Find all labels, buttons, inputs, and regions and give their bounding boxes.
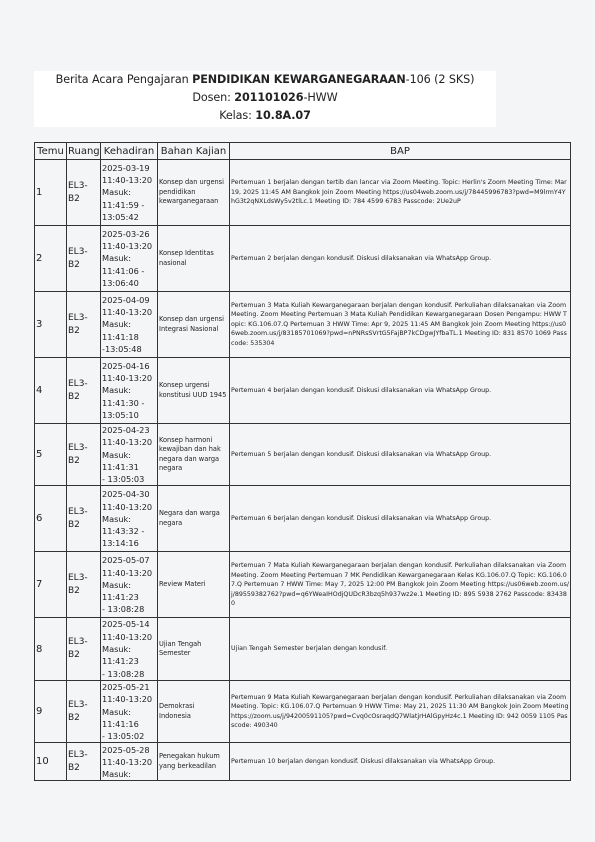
table-row [35, 743, 571, 781]
table-row [35, 292, 571, 358]
attendance-date: 2025-03-26 [102, 228, 150, 239]
row-room: EL3-B2 [67, 424, 101, 486]
row-number: 7 [35, 552, 67, 618]
row-bap: Ujian Tengah Semester berjalan dengan kondusif. [230, 618, 571, 680]
title-line [34, 71, 496, 89]
col-header-kehadiran: Kehadiran [101, 143, 158, 160]
attendance-date: 2025-05-28 [102, 744, 150, 755]
row-bap: Pertemuan 4 berjalan dengan kondusif. Diskusi dilaksanakan via WhatsApp Group. [230, 358, 571, 424]
attendance-range: - 13:05:03 [102, 474, 145, 485]
attendance-date: 2025-05-21 [102, 681, 150, 692]
row-bap: Pertemuan 3 Mata Kuliah Kewarganegaraan berjalan dengan kondusif. Perkuliahan dilaksanakan via Zoom Meeting. Zoom Meeting Pertemuan 3 Mata Kuliah Pendidikan Kewarganegaraan Dosen Pengampu: HWW Topic: KG.106.07.Q Pertemuan 3 HWW Time: Apr 9, 2025 11:45 AM Bangkok Join Zoom Meeting https://us06web.zoom.us/j/83185701069?pwd=nPNRsSVrtG5FajBP7kCDgwJYfbaTL.1 Meeting ID: 831 8570 1069 Passcode: 535304 [230, 292, 571, 358]
row-bap: Pertemuan 10 berjalan dengan kondusif. Diskusi dilaksanakan via WhatsApp Group. [230, 743, 571, 781]
row-attendance [101, 424, 158, 486]
row-attendance [101, 226, 158, 292]
row-room: EL3-B2 [67, 292, 101, 358]
row-bap: Pertemuan 1 berjalan dengan tertib dan lancar via Zoom Meeting. Topic: Herlin's Zoom Meeting Time: Mar 19, 2025 11:45 AM Bangkok Join Zoom Meeting https://us04web.zoom.us/j/78445996783?pwd=M9lrmY4YhG3t2qNXLdsWy5v2tlLc.1 Meeting ID: 784 4599 6783 Passcode: 2Ue2uP [230, 160, 571, 226]
dosen-suffix: -HWW [303, 91, 338, 104]
attendance-masuk: Masuk: [102, 253, 132, 264]
row-number: 10 [35, 743, 67, 781]
table-row [35, 226, 571, 292]
bap-table [34, 142, 571, 781]
row-topic: Konsep dan urgensi Integrasi Nasional [158, 292, 230, 358]
table-row [35, 486, 571, 552]
row-attendance [101, 680, 158, 742]
row-number: 8 [35, 618, 67, 680]
row-number: 2 [35, 226, 67, 292]
row-topic: Konsep harmoni kewajiban dan hak negara dan warga negara [158, 424, 230, 486]
kelas-value: 10.8A.07 [255, 109, 311, 122]
attendance-range: - 13:05:02 [102, 731, 145, 742]
row-number: 5 [35, 424, 67, 486]
col-header-bahan: Bahan Kajian [158, 143, 230, 160]
table-row [35, 552, 571, 618]
attendance-range: 11:41:30 - 13:05:10 [102, 397, 145, 420]
row-bap: Pertemuan 5 berjalan dengan kondusif. Diskusi dilaksanakan via WhatsApp Group. [230, 424, 571, 486]
dosen-code: 201101026 [234, 91, 304, 104]
attendance-range: - 13:08:28 [102, 668, 145, 679]
attendance-masuk: Masuk: 11:41:23 [102, 644, 139, 667]
row-room: EL3-B2 [67, 358, 101, 424]
row-number: 3 [35, 292, 67, 358]
row-topic: Konsep Identitas nasional [158, 226, 230, 292]
attendance-date: 2025-04-23 [102, 425, 150, 435]
attendance-range: - 13:08:28 [102, 604, 145, 615]
attendance-date: 2025-03-19 [102, 162, 150, 173]
row-topic: Ujian Tengah Semester [158, 618, 230, 680]
row-attendance [101, 292, 158, 358]
row-room: EL3-B2 [67, 552, 101, 618]
attendance-range: 11:41:59 - 13:05:42 [102, 199, 145, 222]
row-number: 9 [35, 680, 67, 742]
kelas-line [34, 107, 496, 125]
row-attendance [101, 618, 158, 680]
row-bap: Pertemuan 6 berjalan dengan kondusif. Diskusi dilaksanakan via WhatsApp Group. [230, 486, 571, 552]
col-header-bap: BAP [230, 143, 571, 160]
table-header-row [35, 143, 571, 160]
row-room: EL3-B2 [67, 226, 101, 292]
row-topic: Penegakan hukum yang berkeadilan [158, 743, 230, 781]
table-row [35, 618, 571, 680]
attendance-time: 11:40-13:20 [102, 437, 153, 448]
row-topic: Review Materi [158, 552, 230, 618]
table-row [35, 160, 571, 226]
row-room: EL3-B2 [67, 680, 101, 742]
attendance-masuk: Masuk: 11:41:18 [102, 319, 139, 342]
attendance-masuk: Masuk: [102, 187, 132, 198]
attendance-time: 11:40-13:20 [102, 373, 153, 384]
row-attendance [101, 160, 158, 226]
row-bap: Pertemuan 2 berjalan dengan kondusif. Diskusi dilaksanakan via WhatsApp Group. [230, 226, 571, 292]
row-topic: Konsep urgensi konstitusi UUD 1945 [158, 358, 230, 424]
row-attendance [101, 743, 158, 781]
attendance-masuk: Masuk: 11:41:31 [102, 449, 139, 472]
attendance-date: 2025-05-07 [102, 555, 150, 566]
title-prefix: Berita Acara Pengajaran [55, 73, 189, 86]
dosen-label: Dosen: [192, 91, 231, 104]
attendance-masuk: Masuk: 11:41:23 [102, 579, 139, 603]
row-room: EL3-B2 [67, 743, 101, 781]
row-number: 1 [35, 160, 67, 226]
table-row [35, 358, 571, 424]
kelas-label: Kelas: [219, 109, 252, 122]
row-room: EL3-B2 [67, 486, 101, 552]
attendance-date: 2025-04-30 [102, 489, 150, 500]
row-room: EL3-B2 [67, 160, 101, 226]
col-header-temu: Temu [35, 143, 67, 160]
document-header [34, 71, 496, 127]
row-bap: Pertemuan 9 Mata Kuliah Kewarganegaraan berjalan dengan kondusif. Perkuliahan dilaksanakan via Zoom Meeting. Topic: KG.106.07.Q Pertemuan 9 HWW Time: May 21, 2025 11:30 AM Bangkok Join Zoom Meeting https://zoom.us/j/94200591105?pwd=Cvq0cOsraqdQ7WlatjrHAlGpyHz4c.1 Meeting ID: 942 0059 1105 Passcode: 490340 [230, 680, 571, 742]
row-bap: Pertemuan 7 Mata Kuliah Kewarganegaraan berjalan dengan kondusif. Perkuliahan dilaksanakan via Zoom Meeting. Zoom Meeting Pertemuan 7 MK Pendidikan Kewarganegaraan Kelas KG.106.07.Q Topic: KG.106.07.Q Pertemuan 7 HWW Time: May 7, 2025 12:00 PM Bangkok Join Zoom Meeting https://us06web.zoom.us/j/89559382762?pwd=q6YWeaIHOdjQUDcR3bzq5h937wz2e.1 Meeting ID: 895 5938 2762 Passcode: 834380 [230, 552, 571, 618]
attendance-time: 11:40-13:20 [102, 694, 153, 705]
table-row [35, 680, 571, 742]
row-topic: Demokrasi Indonesia [158, 680, 230, 742]
attendance-time: 11:40-13:20 [102, 501, 153, 512]
attendance-date: 2025-05-14 [102, 619, 150, 630]
attendance-date: 2025-04-16 [102, 360, 150, 371]
row-room: EL3-B2 [67, 618, 101, 680]
attendance-range: -13:05:48 [102, 343, 142, 354]
row-topic: Negara dan warga negara [158, 486, 230, 552]
attendance-time: 11:40-13:20 [102, 756, 153, 767]
attendance-masuk: Masuk: [102, 513, 132, 524]
attendance-masuk: Masuk: [102, 385, 132, 396]
row-attendance [101, 358, 158, 424]
attendance-time: 11:40-13:20 [102, 241, 153, 252]
attendance-date: 2025-04-09 [102, 294, 150, 305]
attendance-time: 11:40-13:20 [102, 307, 153, 318]
attendance-range: 11:41:06 - 13:06:40 [102, 265, 145, 288]
attendance-time: 11:40-13:20 [102, 631, 153, 642]
row-attendance [101, 552, 158, 618]
dosen-line [34, 89, 496, 107]
attendance-masuk: Masuk: 11:41:16 [102, 706, 139, 729]
course-name: PENDIDIKAN KEWARGANEGARAAN [192, 73, 406, 86]
row-number: 6 [35, 486, 67, 552]
col-header-ruang: Ruang [67, 143, 101, 160]
table-row [35, 424, 571, 486]
row-topic: Konsep dan urgensi pendidikan kewarganegaraan [158, 160, 230, 226]
attendance-time: 11:40-13:20 [102, 567, 153, 578]
attendance-masuk: Masuk: [102, 769, 132, 780]
row-attendance [101, 486, 158, 552]
course-suffix: -106 (2 SKS) [405, 73, 475, 86]
attendance-range: 11:43:32 - 13:14:16 [102, 526, 145, 549]
attendance-time: 11:40-13:20 [102, 175, 153, 186]
row-number: 4 [35, 358, 67, 424]
